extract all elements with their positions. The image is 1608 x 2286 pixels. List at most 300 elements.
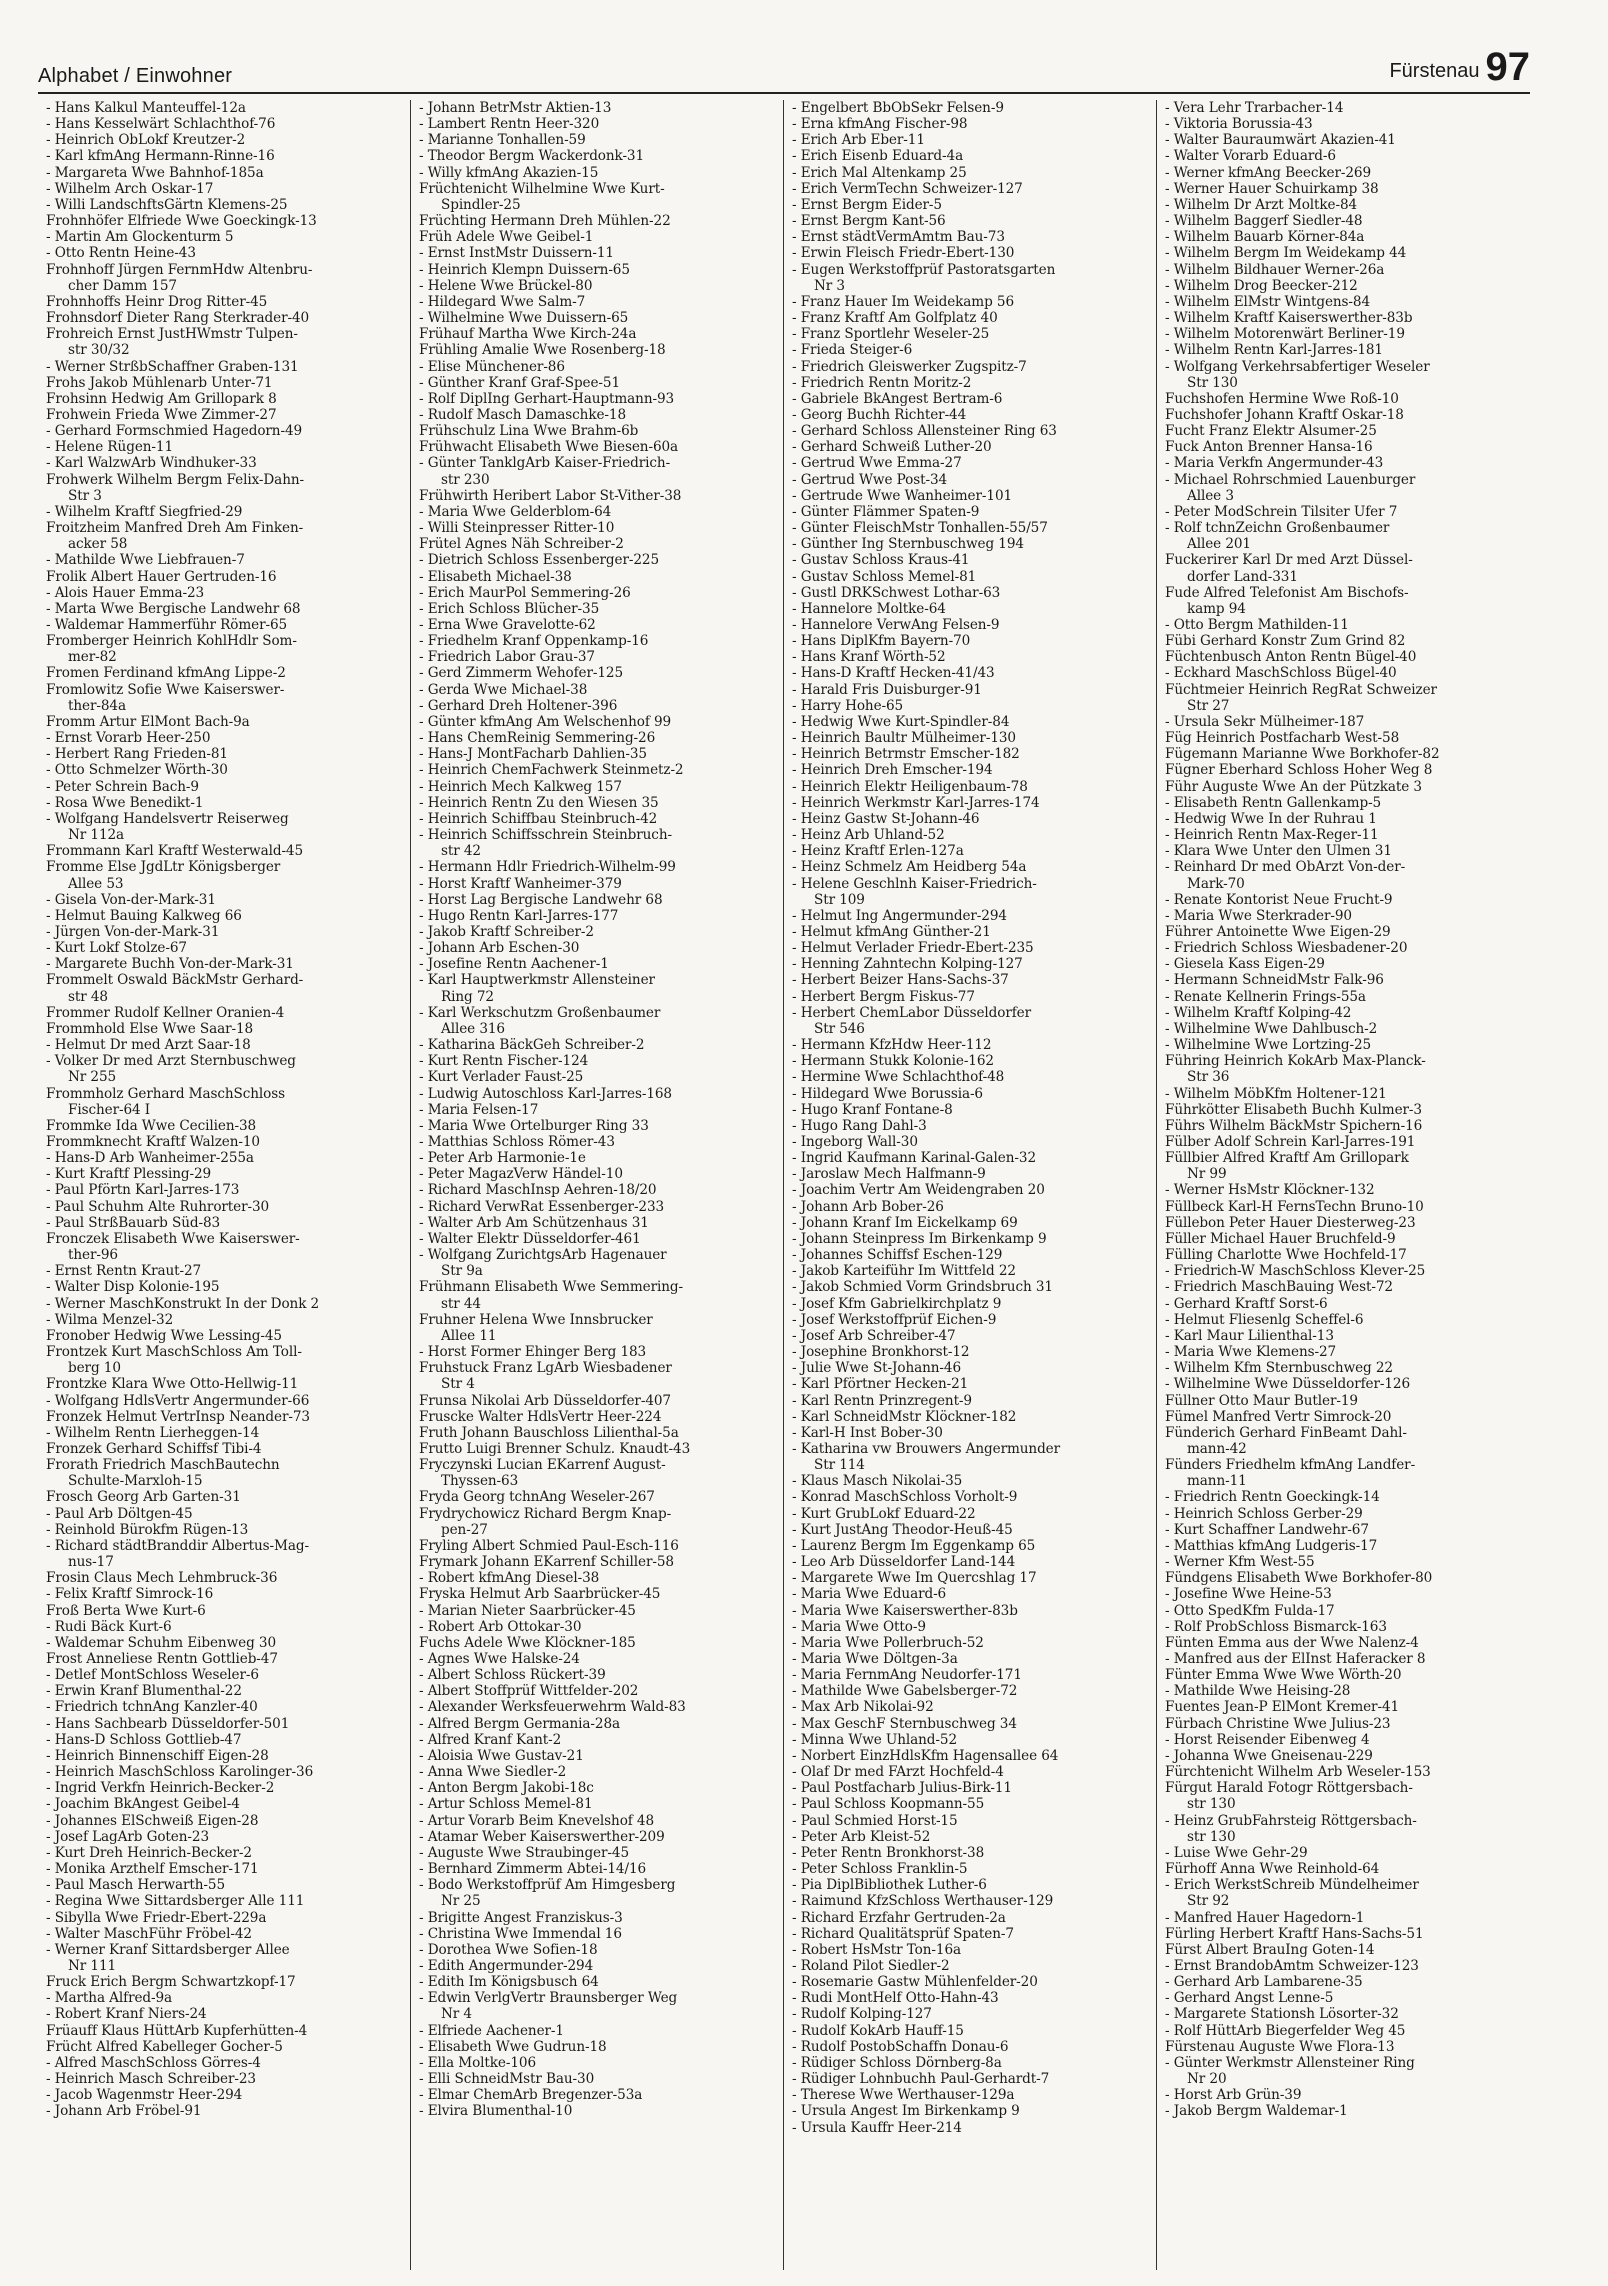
directory-entry: Führing Heinrich KokArb Max-Planck- [1165,1053,1426,1070]
directory-entry: Allee 201 [1187,536,1251,553]
directory-entry: - Günter TanklgArb Kaiser-Friedrich- [419,455,671,472]
directory-entry: - Elise Münchener-86 [419,358,565,375]
directory-entry: Fischer-64 I [68,1101,151,1118]
directory-entry: - Wilhelm Rentn Karl-Jarres-181 [1165,342,1383,359]
directory-entry: - Ernst BrandobAmtm Schweizer-123 [1165,1957,1419,1974]
directory-entry: - Hermann KfzHdw Heer-112 [792,1037,992,1054]
directory-entry: - Rolf ProbSchloss Bismarck-163 [1165,1618,1387,1635]
directory-entry: - Günter FleischMstr Tonhallen-55/57 [792,520,1048,537]
directory-entry: Frühauf Martha Wwe Kirch-24a [419,326,637,343]
directory-entry: - Klaus Masch Nikolai-35 [792,1473,963,1490]
directory-entry: Frohs Jakob Mühlenarb Unter-71 [46,374,273,391]
directory-entry: - Johannes Schiffsf Eschen-129 [792,1247,1003,1264]
directory-entry: - Elmar ChemArb Bregenzer-53a [419,2087,643,2104]
directory-entry: - Maria Wwe Kaiserswerther-83b [792,1602,1018,1619]
directory-entry: - Wilhelmine Wwe Duissern-65 [419,310,629,327]
directory-entry: - Wilhelmine Wwe Dahlbusch-2 [1165,1020,1378,1037]
directory-entry: - Artur Vorarb Beim Knevelshof 48 [419,1812,655,1829]
directory-entry: - Ursula Kauffr Heer-214 [792,2119,962,2136]
directory-entry: Frorath Friedrich MaschBautechn [46,1457,280,1474]
directory-entry: - Hugo Kranf Fontane-8 [792,1101,953,1118]
directory-entry: Frohnhoffs Heinr Drog Ritter-45 [46,293,268,310]
directory-entry: Fronczek Elisabeth Wwe Kaiserswer- [46,1230,300,1247]
directory-entry: - Helmut Bauing Kalkweg 66 [46,907,242,924]
directory-entry: - Josef Arb Schreiber-47 [792,1327,956,1344]
directory-entry: - Ernst InstMstr Duissern-11 [419,245,614,262]
directory-entry: Fryling Albert Schmied Paul-Esch-116 [419,1537,679,1554]
directory-entry: Frohwein Frieda Wwe Zimmer-27 [46,406,277,423]
directory-entry: - Rüdiger Lohnbuchh Paul-Gerhardt-7 [792,2071,1050,2088]
directory-entry: Fürgut Harald Fotogr Röttgersbach- [1165,1780,1413,1797]
directory-entry: - Heinrich Werkmstr Karl-Jarres-174 [792,794,1040,811]
directory-entry: - Wilhelm Bildhauer Werner-26a [1165,261,1385,278]
directory-entry: - Brigitte Angest Franziskus-3 [419,1909,623,1926]
directory-entry: - Ingrid Verkfn Heinrich-Becker-2 [46,1780,275,1797]
directory-entry: - Friedrich Rentn Moritz-2 [792,374,972,391]
directory-entry: - Albert Schloss Rückert-39 [419,1667,606,1684]
directory-entry: Fronzek Gerhard Schiffsf Tibi-4 [46,1440,262,1457]
directory-entry: Fügemann Marianne Wwe Borkhofer-82 [1165,746,1440,763]
directory-entry: - Max Arb Nikolai-92 [792,1699,934,1716]
directory-entry: - Josef Kfm Gabrielkirchplatz 9 [792,1295,1002,1312]
directory-entry: - Karl Pförtner Hecken-21 [792,1376,969,1393]
directory-entry: Fruth Johann Bauschloss Lilienthal-5a [419,1424,679,1441]
directory-entry: - Kurt Schaffner Landwehr-67 [1165,1521,1369,1538]
directory-entry: Frühling Amalie Wwe Rosenberg-18 [419,342,666,359]
directory-entry: - Peter Schloss Franklin-5 [792,1861,968,1878]
directory-entry: - Wolfgang ZurichtgsArb Hagenauer [419,1247,667,1264]
directory-entry: Fude Alfred Telefonist Am Bischofs- [1165,584,1409,601]
directory-entry: Frohnhoff Jürgen FernmHdw Altenbru- [46,261,313,278]
directory-entry: Frommknecht Kraftf Walzen-10 [46,1134,260,1150]
directory-entry: - Hans-D Arb Wanheimer-255a [46,1150,254,1167]
directory-entry: - Viktoria Borussia-43 [1165,116,1313,133]
directory-entry: - Maria Wwe Otto-9 [792,1618,926,1635]
directory-entry: - Wilhelm Rentn Lierheggen-14 [46,1424,260,1441]
directory-entry: - Hans-D Kraftf Hecken-41/43 [792,665,995,682]
directory-entry: - Vera Lehr Trarbacher-14 [1165,100,1344,116]
directory-entry: - Paul Schuhm Alte Ruhrorter-30 [46,1198,270,1215]
directory-entry: Füchtmeier Heinrich RegRat Schweizer [1165,681,1437,698]
directory-entry: - Erich WerkstSchreib Mündelheimer [1165,1877,1419,1894]
directory-entry: Fürstenau Auguste Wwe Flora-13 [1165,2038,1395,2055]
directory-entry: - Richard Qualitätsprüf Spaten-7 [792,1925,1014,1942]
directory-entry: - Maria Wwe Pollerbruch-52 [792,1634,984,1651]
directory-entry: Frücht Alfred Kabelleger Gocher-5 [46,2038,283,2055]
directory-entry: - Rudolf Kolping-127 [792,2006,932,2023]
directory-entry: - Wilhelmine Wwe Düsseldorfer-126 [1165,1376,1411,1393]
directory-entry: - Engelbert BbObSekr Felsen-9 [792,100,1004,116]
directory-entry: - Kurt GrubLokf Eduard-22 [792,1505,976,1522]
directory-entry: Frühschulz Lina Wwe Brahm-6b [419,423,639,440]
directory-entry: - Wolfgang HdlsVertr Angermunder-66 [46,1392,310,1409]
directory-entry: Frolik Albert Hauer Gertruden-16 [46,568,277,585]
directory-entry: - Johanna Wwe Gneisenau-229 [1165,1747,1373,1764]
directory-entry: - Margarete Wwe Im Quercshlag 17 [792,1570,1037,1587]
directory-entry: - Karl Werkschutzm Großenbaumer [419,1004,661,1021]
directory-entry: - Elfriede Aachener-1 [419,2022,564,2039]
directory-entry: - Helene Geschlnh Kaiser-Friedrich- [792,875,1037,892]
directory-entry: - Jaroslaw Mech Halfmann-9 [792,1166,986,1183]
directory-entry: Frutto Luigi Brenner Schulz. Knaudt-43 [419,1440,691,1457]
directory-entry: - Gertrud Wwe Post-34 [792,471,948,488]
directory-entry: Fünderich Gerhard FinBeamt Dahl- [1165,1424,1407,1441]
directory-entry: Fürchtenicht Wilhelm Arb Weseler-153 [1165,1764,1431,1781]
directory-entry: - Otto SpedKfm Fulda-17 [1165,1602,1335,1619]
directory-entry: berg 10 [68,1360,121,1377]
directory-entry: - Jakob Schmied Vorm Grindsbruch 31 [792,1279,1053,1296]
directory-entry: - Heinrich Masch Schreiber-23 [46,2071,256,2088]
directory-entry: Fünders Friedhelm kfmAng Landfer- [1165,1457,1416,1474]
directory-entry: - Walter Vorarb Eduard-6 [1165,148,1336,165]
directory-column-2 [411,100,784,2270]
directory-entry: pen-27 [441,1521,488,1538]
directory-entry: - Alfred MaschSchloss Görres-4 [46,2054,261,2071]
directory-entry: Str 114 [814,1457,865,1474]
directory-entry: - Joachim BkAngest Geibel-4 [46,1796,240,1813]
directory-entry: - Walter Bauraumwärt Akazien-41 [1165,132,1396,149]
page-number: 97 [1485,45,1530,89]
directory-entry: Nr 4 [441,2006,472,2023]
directory-entry: - Johann Arb Fröbel-91 [46,2103,202,2120]
directory-entry: - Martin Am Glockenturm 5 [46,229,234,246]
directory-entry: - Pia DiplBibliothek Luther-6 [792,1877,987,1894]
directory-entry: - Wilhelm Kraftf Siegfried-29 [46,503,243,520]
directory-entry: - Gerhard Formschmied Hagedorn-49 [46,423,303,440]
directory-entry: mer-82 [68,649,117,666]
directory-entry: - Helmut Fliesenlg Scheffel-6 [1165,1311,1364,1328]
directory-entry: - Horst Lag Bergische Landwehr 68 [419,891,663,908]
directory-entry: - Marta Wwe Bergische Landwehr 68 [46,600,301,617]
directory-entry: - Klara Wwe Unter den Ulmen 31 [1165,843,1392,860]
directory-entry: - Hans Sachbearb Düsseldorfer-501 [46,1715,290,1732]
directory-entry: - Gerhard Dreh Holtener-396 [419,697,618,714]
directory-entry: - Rudi Bäck Kurt-6 [46,1618,172,1635]
directory-entry: - Felix Kraftf Simrock-16 [46,1586,214,1603]
directory-entry: str 130 [1187,1828,1236,1845]
directory-entry: - Heinz Arb Uhland-52 [792,827,945,844]
page-heading [1389,45,1530,90]
directory-entry: Frommke Ida Wwe Cecilien-38 [46,1117,257,1134]
directory-entry: - Ingrid Kaufmann Karinal-Galen-32 [792,1150,1036,1167]
directory-entry: - Helene Rügen-11 [46,439,174,456]
directory-entry: - Maria Wwe Sterkrader-90 [1165,907,1352,924]
directory-entry: - Mathilde Wwe Gabelsberger-72 [792,1683,1018,1700]
directory-entry: Fuckerirer Karl Dr med Arzt Düssel- [1165,552,1413,569]
directory-entry: - Josephine Bronkhorst-12 [792,1344,970,1361]
directory-entry: str 42 [441,843,481,860]
directory-entry: - Rolf tchnZeichn Großenbaumer [1165,520,1390,537]
directory-entry: - Walter MaschFühr Fröbel-42 [46,1925,252,1942]
directory-entry: - Friedrich Gleiswerker Zugspitz-7 [792,358,1027,375]
directory-entry: - Eckhard MaschSchloss Bügel-40 [1165,665,1397,682]
directory-entry: - Wilhelmine Wwe Lortzing-25 [1165,1037,1372,1054]
directory-entry: - Marian Nieter Saarbrücker-45 [419,1602,636,1619]
directory-entry: - Wilhelm Bergm Im Weidekamp 44 [1165,245,1407,262]
directory-entry: Allee 316 [441,1020,505,1037]
directory-entry: - Günter Flämmer Spaten-9 [792,503,980,520]
directory-entry: - Harald Fris Duisburger-91 [792,681,982,698]
directory-entry: Frosch Georg Arb Garten-31 [46,1489,241,1506]
directory-entry: - Rudolf KokArb Hauff-15 [792,2022,964,2039]
directory-entry: - Kurt Dreh Heinrich-Becker-2 [46,1844,252,1861]
directory-entry: Fruhstuck Franz LgArb Wiesbadener [419,1360,672,1377]
directory-entry: - Rolf HüttArb Biegerfelder Weg 45 [1165,2022,1406,2039]
directory-entry: - Werner Kranf Sittardsberger Allee [46,1941,290,1958]
directory-entry: Führs Wilhelm BäckMstr Spichern-16 [1165,1117,1423,1134]
directory-entry: Froß Berta Wwe Kurt-6 [46,1602,206,1619]
directory-entry: - Eugen Werkstoffprüf Pastoratsgarten [792,261,1056,278]
directory-entry: Fronober Hedwig Wwe Lessing-45 [46,1327,282,1344]
directory-entry: - Gerd Zimmerm Wehofer-125 [419,665,624,682]
directory-entry: - Gerhard Arb Lambarene-35 [1165,1974,1363,1991]
directory-entry: - Werner MaschKonstrukt In der Donk 2 [46,1295,320,1312]
directory-entry: - Erwin Kranf Blumenthal-22 [46,1683,242,1700]
directory-entry: - Franz Kraftf Am Golfplatz 40 [792,310,998,327]
directory-entry: - Otto Schmelzer Wörth-30 [46,762,228,779]
directory-entry: - Mathilde Wwe Liebfrauen-7 [46,552,245,569]
directory-column-3 [784,100,1157,2270]
directory-entry: - Josef LagArb Goten-23 [46,1828,209,1845]
directory-entry: - Auguste Wwe Straubinger-45 [419,1844,629,1861]
directory-entry: - Otto Rentn Heine-43 [46,245,196,262]
directory-entry: - Karl SchneidMstr Klöckner-182 [792,1408,1017,1425]
directory-entry: - Johann BetrMstr Aktien-13 [419,100,612,116]
directory-entry: - Heinrich Binnenschiff Eigen-28 [46,1747,269,1764]
directory-entry: - Werner Kfm West-55 [1165,1554,1315,1571]
directory-entry: - Paul StrßBauarb Süd-83 [46,1214,221,1231]
directory-entry: - Friedrich MaschBauing West-72 [1165,1279,1393,1296]
directory-entry: - Gertrude Wwe Wanheimer-101 [792,487,1013,504]
directory-entry: - Rüdiger Schloss Dörnberg-8a [792,2054,1002,2071]
directory-entry: - Friedrich-W MaschSchloss Klever-25 [1165,1263,1426,1280]
directory-entry: - Kurt Lokf Stolze-67 [46,940,187,957]
directory-entry: - Jürgen Von-der-Mark-31 [46,923,220,940]
directory-entry: Allee 11 [441,1327,497,1344]
directory-entry: - Henning Zahntechn Kolping-127 [792,956,1023,973]
directory-entry: - Herbert Bergm Fiskus-77 [792,988,975,1005]
directory-entry: Füllbier Alfred Kraftf Am Grillopark [1165,1150,1409,1167]
directory-entry: - Heinz GrubFahrsteig Röttgersbach- [1165,1812,1417,1829]
directory-entry: - Heinrich Rentn Max-Reger-11 [1165,827,1379,844]
directory-entry: - Renate Kellnerin Frings-55a [1165,988,1366,1005]
directory-entry: - Joachim Vertr Am Weidengraben 20 [792,1182,1045,1199]
directory-entry: Fryda Georg tchnAng Weseler-267 [419,1489,655,1506]
directory-entry: Nr 111 [68,1957,117,1974]
directory-entry: - Leo Arb Düsseldorfer Land-144 [792,1554,1016,1571]
directory-entry: - Hans Kranf Wörth-52 [792,649,946,666]
directory-entry: - Gisela Von-der-Mark-31 [46,891,216,908]
directory-entry: - Katharina BäckGeh Schreiber-2 [419,1037,645,1054]
directory-entry: - Johann Arb Bober-26 [792,1198,944,1215]
directory-entry: - Paul Pförtn Karl-Jarres-173 [46,1182,240,1199]
directory-entry: Füller Michael Hauer Bruchfeld-9 [1165,1230,1396,1247]
directory-entry: - Hildegard Wwe Salm-7 [419,293,586,310]
directory-entry: - Friedrich tchnAng Kanzler-40 [46,1699,258,1716]
directory-entry: - Johann Steinpress Im Birkenkamp 9 [792,1230,1047,1247]
directory-entry: - Lambert Rentn Heer-320 [419,116,600,133]
directory-entry: - Manfred Hauer Hagedorn-1 [1165,1909,1365,1926]
directory-entry: Str 109 [814,891,865,908]
directory-entry: - Maria Wwe Eduard-6 [792,1586,947,1603]
directory-entry: - Gustl DRKSchwest Lothar-63 [792,584,1001,601]
directory-entry: Str 27 [1187,697,1230,714]
directory-entry: - Rudi MontHelf Otto-Hahn-43 [792,1990,999,2007]
directory-entry: Fuchs Adele Wwe Klöckner-185 [419,1634,636,1651]
directory-entry: - Heinrich Schloss Gerber-29 [1165,1505,1363,1522]
directory-entry: - Sibylla Wwe Friedr-Ebert-229a [46,1909,267,1926]
directory-entry: - Helmut Dr med Arzt Saar-18 [46,1037,251,1054]
directory-entry: str 48 [68,988,108,1005]
directory-entry: Str 546 [814,1020,865,1037]
directory-entry: - Heinz Schmelz Am Heidberg 54a [792,859,1027,876]
directory-entry: Spindler-25 [441,196,521,213]
directory-entry: - Margarete Stationsh Lösorter-32 [1165,2006,1399,2023]
directory-entry: - Karl Rentn Prinzregent-9 [792,1392,972,1409]
directory-entry: - Heinrich ChemFachwerk Steinmetz-2 [419,762,684,779]
directory-entry: Nr 25 [441,1893,481,1910]
directory-entry: Frohnhöfer Elfriede Wwe Goeckingk-13 [46,213,317,230]
page-header [38,30,1530,94]
directory-entry: Fürhoff Anna Wwe Reinhold-64 [1165,1861,1380,1878]
directory-entry: - Heinrich Klempn Duissern-65 [419,261,630,278]
directory-entry: - Gustav Schloss Kraus-41 [792,552,970,569]
directory-entry: - Hans ChemReinig Semmering-26 [419,730,656,747]
directory-entry: Fübi Gerhard Konstr Zum Grind 82 [1165,633,1406,650]
directory-entry: - Gerda Wwe Michael-38 [419,681,588,698]
directory-entry: Nr 255 [68,1069,117,1086]
directory-entry: Froitzheim Manfred Dreh Am Finken- [46,520,304,537]
directory-entry: - Jakob Kraftf Schreiber-2 [419,923,594,940]
directory-entry: - Jacob Wagenmstr Heer-294 [46,2087,243,2104]
directory-entry: - Maria Verkfn Angermunder-43 [1165,455,1384,472]
directory-entry: Führ Auguste Wwe An der Pützkate 3 [1165,778,1422,795]
directory-entry: - Reinhard Dr med ObArzt Von-der- [1165,859,1406,876]
directory-entry: - Willi Steinpresser Ritter-10 [419,520,615,537]
directory-entry: - Helmut Ing Angermunder-294 [792,907,1007,924]
directory-entry: - Maria Wwe Klemens-27 [1165,1344,1337,1361]
directory-entry: - Heinrich Betrmstr Emscher-182 [792,746,1020,763]
directory-entry: - Elisabeth Wwe Gudrun-18 [419,2038,607,2055]
directory-entry: - Minna Wwe Uhland-52 [792,1731,958,1748]
directory-entry: - Maria Wwe Gelderblom-64 [419,503,612,520]
directory-entry: - Werner Hauer Schuirkamp 38 [1165,180,1379,197]
directory-entry: - Luise Wwe Gehr-29 [1165,1844,1308,1861]
directory-entry: - Hannelore Moltke-64 [792,600,946,617]
directory-entry: - Walter Arb Am Schützenhaus 31 [419,1214,649,1231]
directory-entry: Str 36 [1187,1069,1230,1086]
directory-entry: Fromen Ferdinand kfmAng Lippe-2 [46,665,286,682]
directory-entry: Früchtenicht Wilhelmine Wwe Kurt- [419,180,665,197]
directory-entry: - Ernst Bergm Eider-5 [792,196,942,213]
directory-entry: mann-42 [1187,1440,1247,1457]
directory-entry: - Willi LandschftsGärtn Klemens-25 [46,196,288,213]
directory-entry: kamp 94 [1187,600,1246,617]
directory-entry: Frohsinn Hedwig Am Grillopark 8 [46,390,277,407]
directory-entry: - Heinrich ObLokf Kreutzer-2 [46,132,246,149]
directory-entry: Fünter Emma Wwe Wwe Wörth-20 [1165,1667,1402,1684]
directory-entry: - Matthias Schloss Römer-43 [419,1134,615,1150]
directory-entry: - Friedrich Rentn Goeckingk-14 [1165,1489,1380,1506]
directory-entry: Fromm Artur ElMont Bach-9a [46,713,250,730]
directory-entry: - Detlef MontSchloss Weseler-6 [46,1667,259,1684]
directory-entry: Thyssen-63 [441,1473,519,1490]
directory-entry: Fuchshofer Johann Kraftf Oskar-18 [1165,406,1404,423]
directory-entry: - Ingeborg Wall-30 [792,1134,918,1150]
directory-entry: - Elli SchneidMstr Bau-30 [419,2071,595,2088]
directory-entry: - Werner HsMstr Klöckner-132 [1165,1182,1375,1199]
directory-entry: ther-84a [68,697,126,714]
directory-entry: - Wilhelm Arch Oskar-17 [46,180,214,197]
directory-entry: Fümel Manfred Vertr Simrock-20 [1165,1408,1392,1425]
directory-entry: - Wilhelm Kfm Sternbuschweg 22 [1165,1360,1393,1377]
directory-entry: str 130 [1187,1796,1236,1813]
directory-entry: - Horst Kraftf Wanheimer-379 [419,875,622,892]
directory-entry: - Karl Maur Lilienthal-13 [1165,1327,1334,1344]
directory-entry: - Giesela Kass Eigen-29 [1165,956,1325,973]
directory-entry: - Johann Kranf Im Eickelkamp 69 [792,1214,1018,1231]
directory-entry: - Norbert EinzHdlsKfm Hagensallee 64 [792,1747,1059,1764]
directory-entry: Frommelt Oswald BäckMstr Gerhard- [46,972,304,989]
directory-entry: Fürst Albert BrauIng Goten-14 [1165,1941,1375,1958]
directory-entry: - Ursula Sekr Mülheimer-187 [1165,713,1365,730]
directory-entry: Ring 72 [441,988,494,1005]
directory-entry: - Roland Pilot Siedler-2 [792,1957,950,1974]
directory-entry: - Rolf DiplIng Gerhart-Hauptmann-93 [419,390,675,407]
directory-entry: Fündgens Elisabeth Wwe Borkhofer-80 [1165,1570,1433,1587]
directory-entry: - Bodo Werkstoffprüf Am Himgesberg [419,1877,676,1894]
directory-entry: Fryczynski Lucian EKarrenf August- [419,1457,666,1474]
directory-entry: - Gertrud Wwe Emma-27 [792,455,962,472]
directory-entry: Fuchshofen Hermine Wwe Roß-10 [1165,390,1399,407]
directory-entry: Frunsa Nikolai Arb Düsseldorfer-407 [419,1392,671,1409]
directory-entry: mann-11 [1187,1473,1247,1490]
directory-entry: Fruscke Walter HdlsVertr Heer-224 [419,1408,662,1425]
directory-entry: - Mathilde Wwe Heising-28 [1165,1683,1351,1700]
directory-entry: - Josefine Wwe Heine-53 [1165,1586,1332,1603]
directory-entry: Füllebon Peter Hauer Diesterweg-23 [1165,1214,1416,1231]
directory-entry: - Aloisia Wwe Gustav-21 [419,1747,584,1764]
directory-entry: - Dorothea Wwe Sofien-18 [419,1941,598,1958]
directory-entry: - Ernst Bergm Kant-56 [792,213,946,230]
directory-entry: - Hans Kalkul Manteuffel-12a [46,100,246,116]
directory-entry: Füllner Otto Maur Butler-19 [1165,1392,1358,1409]
directory-entry: - Peter Arb Kleist-52 [792,1828,931,1845]
directory-entry: - Margareta Wwe Bahnhof-185a [46,164,264,181]
directory-entry: str 44 [441,1295,481,1312]
directory-entry: - Hugo Rentn Karl-Jarres-177 [419,907,619,924]
directory-entry: - Günther Kranf Graf-Spee-51 [419,374,621,391]
directory-entry: Früauff Klaus HüttArb Kupferhütten-4 [46,2022,308,2039]
directory-entry: - Richard VerwRat Essenberger-233 [419,1198,665,1215]
directory-entry: - Helmut Verlader Friedr-Ebert-235 [792,940,1034,957]
directory-entry: - Karl-H Inst Bober-30 [792,1424,943,1441]
directory-entry: - Wilhelm Motorenwärt Berliner-19 [1165,326,1405,343]
directory-column-1 [38,100,411,2270]
directory-entry: - Wolfgang Handelsvertr Reiserweg [46,810,289,827]
directory-entry: - Wilhelm Baggerf Siedler-48 [1165,213,1363,230]
directory-entry: Fülling Charlotte Wwe Hochfeld-17 [1165,1247,1407,1264]
directory-entry: Fromberger Heinrich KohlHdlr Som- [46,633,297,650]
directory-entry: - Erich VermTechn Schweizer-127 [792,180,1023,197]
directory-entry: Nr 112a [68,827,125,844]
directory-entry: - Peter Arb Harmonie-1e [419,1150,586,1167]
directory-entry: - Robert HsMstr Ton-16a [792,1941,962,1958]
directory-entry: - Edith Angermunder-294 [419,1957,594,1974]
directory-entry: Fülber Adolf Schrein Karl-Jarres-191 [1165,1134,1416,1150]
directory-entry: - Heinrich Baultr Mülheimer-130 [792,730,1016,747]
directory-entry: - Anna Wwe Siedler-2 [419,1764,567,1781]
